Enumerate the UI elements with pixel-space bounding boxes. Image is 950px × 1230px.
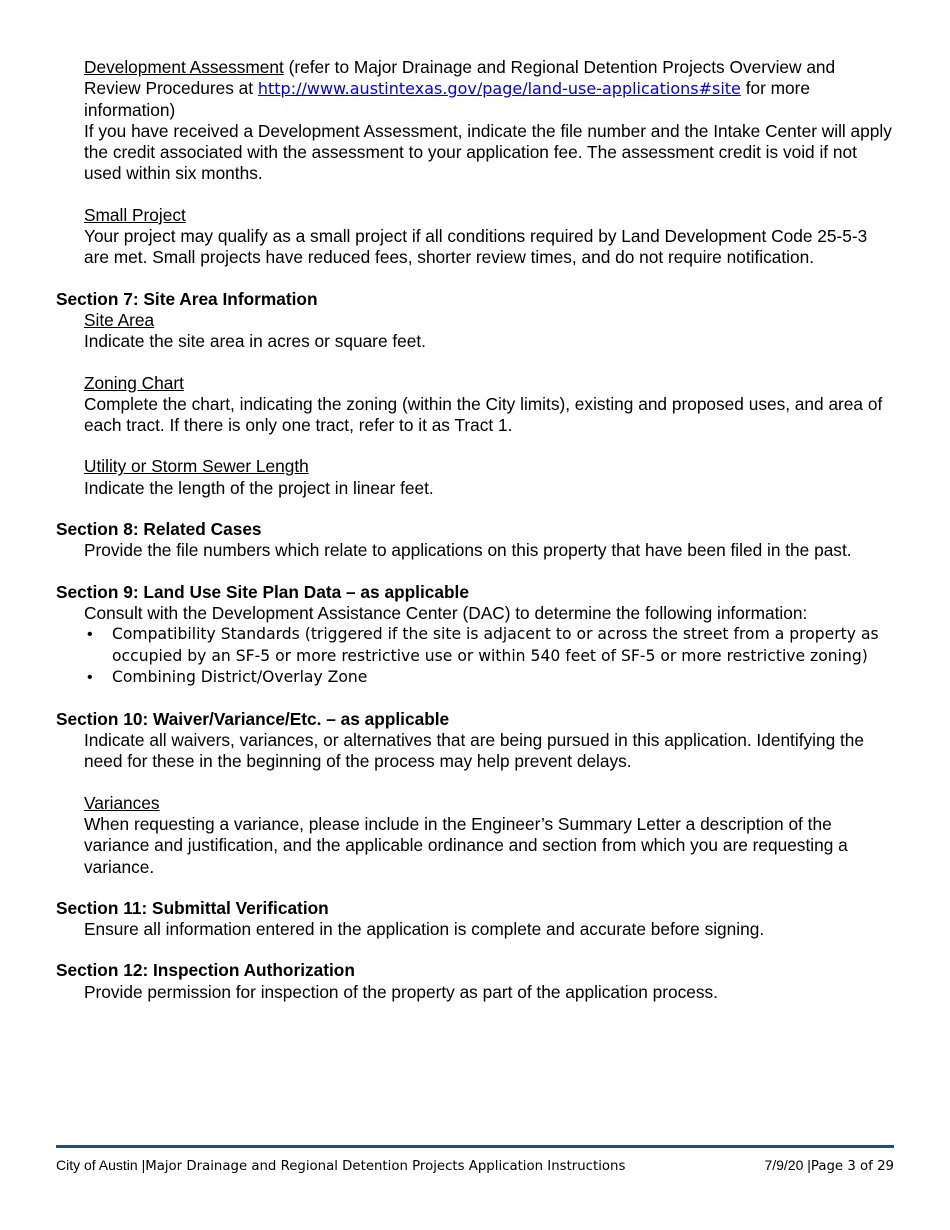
section-9-body: Consult with the Development Assistance Center (DAC) to determine the following information: [84, 602, 808, 623]
section-8-title: Section 8: Related Cases [56, 519, 262, 540]
footer-left [56, 1156, 625, 1176]
zoning-chart-heading: Zoning Chart [84, 372, 184, 393]
footer-doc-title: Major Drainage and Regional Detention Projects Application Instructions [145, 1159, 626, 1174]
list-item [87, 667, 896, 689]
section-12-title: Section 12: Inspection Authorization [56, 960, 355, 981]
land-use-applications-link[interactable]: http://www.austintexas.gov/page/land-use-applications#site [257, 79, 741, 99]
bullet-marker: • [87, 669, 93, 687]
development-assessment-body: If you have received a Development Assessment, indicate the file number and the Intake Center will apply the credit associated with the assessment to your application fee. The assessment credit is void if not used within six months. [84, 120, 892, 184]
small-project-block [84, 205, 896, 269]
section-12-body: Provide permission for inspection of the property as part of the application process. [84, 981, 718, 1002]
small-project-body: Your project may qualify as a small project if all conditions required by Land Development Code 25-5-3 are met. Small projects have reduced fees, shorter review times, and do not require notification. [84, 226, 868, 268]
sewer-length-heading: Utility or Storm Sewer Length [84, 456, 309, 477]
footer-separator: | [803, 1157, 811, 1173]
section-11-body: Ensure all information entered in the application is complete and accurate before signing. [84, 919, 765, 940]
variances-heading: Variances [84, 792, 160, 813]
variances-block [84, 793, 896, 878]
footer-date: 7/9/20 [764, 1157, 804, 1173]
list-item [87, 624, 896, 667]
sewer-length-block [84, 456, 896, 499]
section-8-body: Provide the file numbers which relate to applications on this property that have been filed in the past. [84, 540, 852, 561]
development-assessment-heading: Development Assessment [84, 57, 284, 77]
variances-body: When requesting a variance, please include in the Engineer’s Summary Letter a description of the variance and justification, and the applicable ordinance and section from which you are requesting a variance. [84, 813, 848, 877]
bullet-text: Compatibility Standards (triggered if the site is adjacent to or across the street from a property as occupied by an SF-5 or more restrictive use or within 540 feet of SF-5 or more restrictive zoning) [112, 625, 879, 665]
footer-separator: | [137, 1157, 146, 1173]
page-content [56, 57, 896, 1003]
development-assessment-intro [84, 57, 896, 121]
section-9-bullet-list [56, 624, 896, 689]
zoning-chart-body: Complete the chart, indicating the zoning (within the City limits), existing and proposed uses, and area of each tract. If there is only one tract, refer to it as Tract 1. [84, 393, 883, 436]
footer-page-number: Page 3 of 29 [810, 1159, 894, 1174]
bullet-marker: • [87, 626, 93, 644]
development-assessment-block [84, 57, 896, 185]
section-10-body: Indicate all waivers, variances, or alternatives that are being pursued in this application. Identifying the need for these in the beginning of the process may help prevent delays. [84, 730, 865, 772]
sewer-length-body: Indicate the length of the project in linear feet. [84, 477, 434, 498]
site-area-block [84, 310, 896, 353]
section-7-title: Section 7: Site Area Information [56, 288, 318, 309]
section-11-title: Section 11: Submittal Verification [56, 897, 329, 918]
footer-right [764, 1156, 894, 1176]
development-assessment-text: (refer to Major Drainage and Regional Detention Projects Overview and Review Procedures at [84, 57, 836, 99]
footer-org: City of Austin [56, 1157, 138, 1173]
development-assessment-text-end: for more information) [84, 78, 811, 120]
section-10-title: Section 10: Waiver/Variance/Etc. – as applicable [56, 708, 450, 729]
small-project-heading: Small Project [84, 204, 186, 225]
bullet-text: Combining District/Overlay Zone [112, 668, 368, 687]
site-area-body: Indicate the site area in acres or square feet. [84, 331, 426, 352]
zoning-chart-block [84, 373, 896, 437]
footer-rule [56, 1145, 894, 1148]
site-area-heading: Site Area [84, 309, 155, 330]
section-9-title: Section 9: Land Use Site Plan Data – as applicable [56, 581, 469, 602]
